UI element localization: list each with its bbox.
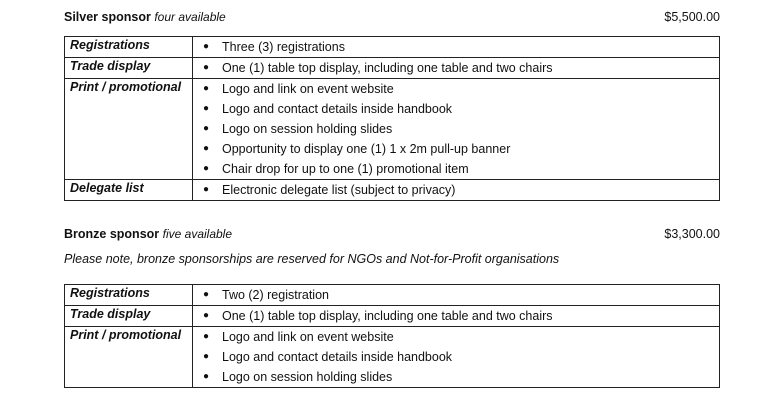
bullet-icon: ● <box>202 143 210 154</box>
list-item-text: Electronic delegate list (subject to privacy) <box>222 183 456 197</box>
silver-sponsor-availability: four available <box>154 10 226 24</box>
bullet-icon: ● <box>202 62 210 73</box>
list-item <box>195 347 719 367</box>
bronze-sponsor-title <box>64 227 232 241</box>
silver-sponsor-title <box>64 10 226 24</box>
bullet-icon: ● <box>202 103 210 114</box>
benefit-row <box>65 327 720 388</box>
list-item <box>195 37 719 57</box>
bullet-icon: ● <box>202 331 210 342</box>
list-item <box>195 159 719 179</box>
silver-sponsor-table <box>64 36 720 201</box>
benefit-category: Registrations <box>65 37 193 58</box>
bullet-icon: ● <box>202 123 210 134</box>
benefit-category: Print / promotional <box>65 79 193 180</box>
bullet-icon: ● <box>202 371 210 382</box>
benefit-row <box>65 306 720 327</box>
bullet-icon: ● <box>202 163 210 174</box>
benefit-row <box>65 180 720 201</box>
benefit-category: Trade display <box>65 306 193 327</box>
list-item-text: Logo on session holding slides <box>222 122 393 136</box>
bronze-sponsor-name: Bronze sponsor <box>64 227 160 241</box>
bronze-sponsor-note: Please note, bronze sponsorships are reserved for NGOs and Not-for-Profit organisations <box>64 252 560 266</box>
benefit-category: Print / promotional <box>65 327 193 388</box>
bullet-icon: ● <box>202 184 210 195</box>
list-item-text: Two (2) registration <box>222 288 329 302</box>
list-item <box>195 58 719 78</box>
list-item-text: Logo and link on event website <box>222 82 394 96</box>
list-item <box>195 285 719 305</box>
bullet-icon: ● <box>202 41 210 52</box>
list-item-text: Three (3) registrations <box>222 40 345 54</box>
benefit-items <box>193 58 720 79</box>
bronze-sponsor-table <box>64 284 720 388</box>
benefit-category: Registrations <box>65 285 193 306</box>
list-item-text: Logo and contact details inside handbook <box>222 102 453 116</box>
silver-sponsor-price: $5,500.00 <box>664 10 720 24</box>
benefit-row <box>65 285 720 306</box>
silver-sponsor-header <box>64 10 720 24</box>
benefit-row <box>65 58 720 79</box>
list-item-text: Chair drop for up to one (1) promotional item <box>222 162 469 176</box>
bronze-sponsor-price: $3,300.00 <box>664 227 720 241</box>
list-item <box>195 327 719 347</box>
list-item <box>195 367 719 387</box>
benefit-row <box>65 79 720 180</box>
list-item <box>195 139 719 159</box>
list-item <box>195 306 719 326</box>
benefit-items <box>193 79 720 180</box>
list-item <box>195 99 719 119</box>
benefit-row <box>65 37 720 58</box>
benefit-category: Delegate list <box>65 180 193 201</box>
list-item <box>195 180 719 200</box>
bullet-icon: ● <box>202 310 210 321</box>
list-item-text: Logo on session holding slides <box>222 370 393 384</box>
benefit-items <box>193 37 720 58</box>
benefit-items <box>193 285 720 306</box>
bullet-icon: ● <box>202 289 210 300</box>
list-item-text: One (1) table top display, including one table and two chairs <box>222 309 553 323</box>
list-item <box>195 79 719 99</box>
benefit-items <box>193 327 720 388</box>
list-item-text: Logo and link on event website <box>222 330 394 344</box>
benefit-items <box>193 180 720 201</box>
list-item-text: Logo and contact details inside handbook <box>222 350 453 364</box>
list-item <box>195 119 719 139</box>
bronze-sponsor-availability: five available <box>162 227 233 241</box>
silver-sponsor-name: Silver sponsor <box>64 10 151 24</box>
bullet-icon: ● <box>202 351 210 362</box>
benefit-category: Trade display <box>65 58 193 79</box>
list-item-text: One (1) table top display, including one table and two chairs <box>222 61 553 75</box>
bullet-icon: ● <box>202 83 210 94</box>
benefit-items <box>193 306 720 327</box>
bronze-sponsor-header <box>64 227 720 241</box>
list-item-text: Opportunity to display one (1) 1 x 2m pull-up banner <box>222 142 511 156</box>
